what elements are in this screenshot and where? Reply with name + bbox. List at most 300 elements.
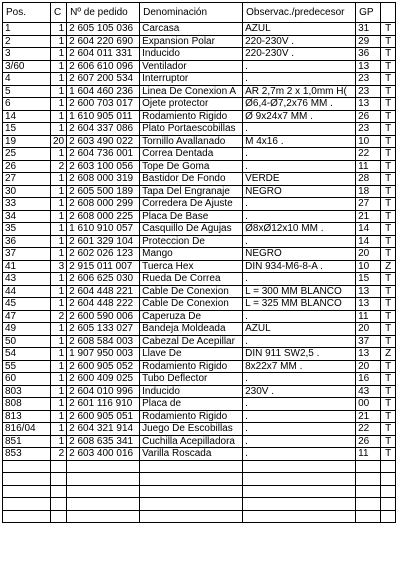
- header-denomination: Denominación: [140, 3, 243, 23]
- cell-denomination: Bastidor De Fondo: [140, 173, 243, 186]
- cell-qty: 1: [51, 323, 67, 336]
- cell-observation: .: [243, 435, 356, 448]
- empty-row: [3, 473, 396, 486]
- table-row: [3, 185, 396, 198]
- cell-type: T: [381, 148, 396, 161]
- header-type: [381, 3, 396, 23]
- cell-type: T: [381, 235, 396, 248]
- cell-denomination: Carcasa: [140, 23, 243, 36]
- cell-order-number: 2 915 011 007: [67, 260, 140, 273]
- cell-denomination: Ojete protector: [140, 98, 243, 111]
- cell-denomination: Tope De Goma: [140, 160, 243, 173]
- cell-observation: .: [243, 148, 356, 161]
- cell-gp: 23: [356, 73, 381, 86]
- cell-qty: 1: [51, 185, 67, 198]
- cell-observation: Ø8xØ12x10 MM .: [243, 223, 356, 236]
- cell-observation: .: [243, 210, 356, 223]
- cell-order-number: 2 606 625 030: [67, 273, 140, 286]
- cell-order-number: 2 605 133 027: [67, 323, 140, 336]
- cell-gp: 10: [356, 135, 381, 148]
- table-row: [3, 385, 396, 398]
- empty-cell: [67, 473, 140, 486]
- table-row: [3, 285, 396, 298]
- cell-type: T: [381, 135, 396, 148]
- empty-row: [3, 485, 396, 498]
- cell-qty: 1: [51, 235, 67, 248]
- cell-observation: DIN 911 SW2,5 .: [243, 348, 356, 361]
- cell-order-number: 2 600 409 025: [67, 373, 140, 386]
- cell-qty: 1: [51, 273, 67, 286]
- cell-observation: 230V .: [243, 385, 356, 398]
- cell-order-number: 2 608 584 003: [67, 335, 140, 348]
- empty-cell: [243, 485, 356, 498]
- cell-type: T: [381, 285, 396, 298]
- cell-pos: 35: [3, 223, 51, 236]
- cell-pos: 26: [3, 160, 51, 173]
- table-row: [3, 73, 396, 86]
- cell-observation: .: [243, 335, 356, 348]
- cell-qty: 2: [51, 160, 67, 173]
- cell-order-number: 1 604 460 236: [67, 85, 140, 98]
- cell-type: T: [381, 248, 396, 261]
- cell-order-number: 2 600 590 006: [67, 310, 140, 323]
- cell-qty: 1: [51, 335, 67, 348]
- cell-gp: 20: [356, 323, 381, 336]
- cell-order-number: 2 608 635 341: [67, 435, 140, 448]
- cell-type: T: [381, 398, 396, 411]
- cell-type: T: [381, 298, 396, 311]
- cell-gp: 29: [356, 35, 381, 48]
- cell-observation: M 4x16 .: [243, 135, 356, 148]
- cell-order-number: 2 601 329 104: [67, 235, 140, 248]
- cell-denomination: Expansion Polar: [140, 35, 243, 48]
- cell-type: T: [381, 410, 396, 423]
- cell-order-number: 2 604 448 221: [67, 285, 140, 298]
- cell-gp: 26: [356, 435, 381, 448]
- cell-gp: 11: [356, 310, 381, 323]
- cell-observation: Ø6,4-Ø7,2x76 MM .: [243, 98, 356, 111]
- cell-order-number: 2 608 000 319: [67, 173, 140, 186]
- cell-type: Z: [381, 348, 396, 361]
- cell-qty: 1: [51, 223, 67, 236]
- cell-gp: 13: [356, 285, 381, 298]
- cell-observation: L = 325 MM BLANCO: [243, 298, 356, 311]
- empty-cell: [356, 485, 381, 498]
- cell-qty: 1: [51, 198, 67, 211]
- cell-denomination: Mango: [140, 248, 243, 261]
- cell-gp: 27: [356, 198, 381, 211]
- cell-qty: 1: [51, 360, 67, 373]
- cell-denomination: Cable De Conexion: [140, 298, 243, 311]
- cell-order-number: 1 610 905 011: [67, 110, 140, 123]
- cell-pos: 34: [3, 210, 51, 223]
- cell-gp: 36: [356, 48, 381, 61]
- cell-pos: 1: [3, 23, 51, 36]
- table-row: [3, 448, 396, 461]
- cell-observation: .: [243, 310, 356, 323]
- cell-observation: .: [243, 123, 356, 136]
- table-row: [3, 273, 396, 286]
- empty-cell: [243, 498, 356, 511]
- cell-observation: .: [243, 60, 356, 73]
- cell-gp: 22: [356, 148, 381, 161]
- cell-denomination: Tornillo Avallanado: [140, 135, 243, 148]
- cell-observation: 8x22x7 MM .: [243, 360, 356, 373]
- cell-denomination: Bandeja Moldeada: [140, 323, 243, 336]
- empty-cell: [356, 498, 381, 511]
- cell-pos: 43: [3, 273, 51, 286]
- cell-order-number: 2 602 026 123: [67, 248, 140, 261]
- cell-qty: 2: [51, 310, 67, 323]
- cell-observation: .: [243, 410, 356, 423]
- cell-type: T: [381, 48, 396, 61]
- cell-qty: 1: [51, 285, 67, 298]
- cell-qty: 1: [51, 48, 67, 61]
- cell-gp: 13: [356, 98, 381, 111]
- cell-denomination: Juego De Escobillas: [140, 423, 243, 436]
- header-c: C: [51, 3, 67, 23]
- cell-pos: 853: [3, 448, 51, 461]
- cell-pos: 5: [3, 85, 51, 98]
- cell-observation: Ø 9x24x7 MM .: [243, 110, 356, 123]
- empty-cell: [51, 510, 67, 523]
- cell-type: T: [381, 323, 396, 336]
- cell-observation: .: [243, 235, 356, 248]
- table-row: [3, 435, 396, 448]
- cell-type: T: [381, 310, 396, 323]
- cell-type: T: [381, 435, 396, 448]
- cell-denomination: Corredera De Ajuste: [140, 198, 243, 211]
- cell-gp: 14: [356, 235, 381, 248]
- cell-observation: .: [243, 448, 356, 461]
- cell-order-number: 2 604 010 996: [67, 385, 140, 398]
- cell-type: T: [381, 223, 396, 236]
- cell-observation: NEGRO: [243, 248, 356, 261]
- cell-type: T: [381, 173, 396, 186]
- cell-qty: 1: [51, 210, 67, 223]
- cell-pos: 37: [3, 248, 51, 261]
- table-row: [3, 348, 396, 361]
- table-row: [3, 235, 396, 248]
- cell-pos: 3/60: [3, 60, 51, 73]
- cell-gp: 43: [356, 385, 381, 398]
- cell-denomination: Rodamiento Rigido: [140, 410, 243, 423]
- cell-denomination: Inducido: [140, 48, 243, 61]
- cell-qty: 1: [51, 73, 67, 86]
- empty-cell: [243, 460, 356, 473]
- table-row: [3, 148, 396, 161]
- cell-pos: 25: [3, 148, 51, 161]
- table-row: [3, 110, 396, 123]
- cell-pos: 41: [3, 260, 51, 273]
- cell-observation: .: [243, 423, 356, 436]
- cell-type: T: [381, 23, 396, 36]
- empty-cell: [140, 485, 243, 498]
- empty-cell: [381, 510, 396, 523]
- cell-order-number: 2 600 905 051: [67, 410, 140, 423]
- table-row: [3, 123, 396, 136]
- cell-observation: 220-230V .: [243, 48, 356, 61]
- cell-gp: 13: [356, 348, 381, 361]
- table-row: [3, 360, 396, 373]
- empty-cell: [381, 473, 396, 486]
- empty-cell: [51, 485, 67, 498]
- cell-order-number: 2 601 116 910: [67, 398, 140, 411]
- cell-gp: 00: [356, 398, 381, 411]
- cell-denomination: Rodamiento Rigido: [140, 110, 243, 123]
- cell-type: T: [381, 35, 396, 48]
- cell-denomination: Rueda De Correa: [140, 273, 243, 286]
- cell-pos: 4: [3, 73, 51, 86]
- empty-row: [3, 460, 396, 473]
- cell-pos: 60: [3, 373, 51, 386]
- cell-order-number: 2 600 703 017: [67, 98, 140, 111]
- cell-denomination: Tuerca Hex: [140, 260, 243, 273]
- cell-type: T: [381, 198, 396, 211]
- cell-pos: 33: [3, 198, 51, 211]
- table-row: [3, 60, 396, 73]
- table-row: [3, 223, 396, 236]
- cell-denomination: Caperuza De: [140, 310, 243, 323]
- cell-qty: 1: [51, 298, 67, 311]
- cell-type: T: [381, 335, 396, 348]
- empty-cell: [3, 498, 51, 511]
- cell-denomination: Correa Dentada: [140, 148, 243, 161]
- cell-pos: 55: [3, 360, 51, 373]
- cell-order-number: 2 605 105 036: [67, 23, 140, 36]
- table-row: [3, 335, 396, 348]
- table-row: [3, 198, 396, 211]
- cell-type: T: [381, 185, 396, 198]
- empty-cell: [51, 460, 67, 473]
- cell-order-number: 2 603 490 022: [67, 135, 140, 148]
- cell-denomination: Casquillo De Agujas: [140, 223, 243, 236]
- cell-type: T: [381, 123, 396, 136]
- empty-cell: [381, 460, 396, 473]
- empty-cell: [51, 473, 67, 486]
- cell-denomination: Proteccion De: [140, 235, 243, 248]
- cell-order-number: 2 605 500 189: [67, 185, 140, 198]
- cell-order-number: 2 603 100 056: [67, 160, 140, 173]
- empty-cell: [140, 510, 243, 523]
- cell-qty: 1: [51, 348, 67, 361]
- cell-pos: 808: [3, 398, 51, 411]
- cell-pos: 15: [3, 123, 51, 136]
- cell-qty: 2: [51, 448, 67, 461]
- cell-qty: 1: [51, 398, 67, 411]
- cell-order-number: 2 606 610 096: [67, 60, 140, 73]
- empty-cell: [381, 485, 396, 498]
- cell-gp: 26: [356, 110, 381, 123]
- cell-gp: 23: [356, 123, 381, 136]
- cell-gp: 13: [356, 60, 381, 73]
- cell-observation: 220-230V .: [243, 35, 356, 48]
- cell-qty: 3: [51, 260, 67, 273]
- cell-order-number: 1 907 950 003: [67, 348, 140, 361]
- cell-denomination: Placa De Base: [140, 210, 243, 223]
- empty-cell: [3, 485, 51, 498]
- cell-observation: AZUL: [243, 23, 356, 36]
- cell-gp: 22: [356, 423, 381, 436]
- parts-table: [2, 2, 396, 523]
- cell-gp: 21: [356, 210, 381, 223]
- cell-pos: 44: [3, 285, 51, 298]
- empty-cell: [140, 473, 243, 486]
- cell-pos: 30: [3, 185, 51, 198]
- cell-type: T: [381, 85, 396, 98]
- cell-pos: 47: [3, 310, 51, 323]
- table-row: [3, 410, 396, 423]
- cell-order-number: 2 607 200 534: [67, 73, 140, 86]
- cell-order-number: 2 604 321 914: [67, 423, 140, 436]
- cell-order-number: 2 604 736 001: [67, 148, 140, 161]
- cell-qty: 1: [51, 110, 67, 123]
- cell-denomination: Cable De Conexion: [140, 285, 243, 298]
- cell-qty: 1: [51, 23, 67, 36]
- empty-cell: [67, 510, 140, 523]
- cell-type: T: [381, 210, 396, 223]
- empty-cell: [243, 473, 356, 486]
- cell-denomination: Ventilador: [140, 60, 243, 73]
- cell-gp: 16: [356, 373, 381, 386]
- cell-order-number: 1 610 910 057: [67, 223, 140, 236]
- cell-denomination: Tubo Deflector: [140, 373, 243, 386]
- table-row: [3, 135, 396, 148]
- cell-observation: .: [243, 273, 356, 286]
- cell-order-number: 2 604 011 331: [67, 48, 140, 61]
- cell-pos: 27: [3, 173, 51, 186]
- table-row: [3, 35, 396, 48]
- cell-observation: .: [243, 198, 356, 211]
- table-row: [3, 85, 396, 98]
- cell-gp: 31: [356, 23, 381, 36]
- cell-gp: 28: [356, 173, 381, 186]
- cell-observation: AR 2,7m 2 x 1,0mm H(: [243, 85, 356, 98]
- cell-gp: 10: [356, 260, 381, 273]
- cell-pos: 6: [3, 98, 51, 111]
- cell-denomination: Placa de: [140, 398, 243, 411]
- header-gp: GP: [356, 3, 381, 23]
- cell-qty: 1: [51, 148, 67, 161]
- cell-qty: 1: [51, 423, 67, 436]
- cell-pos: 50: [3, 335, 51, 348]
- cell-qty: 1: [51, 60, 67, 73]
- cell-pos: 851: [3, 435, 51, 448]
- table-row: [3, 98, 396, 111]
- cell-pos: 14: [3, 110, 51, 123]
- table-row: [3, 248, 396, 261]
- cell-order-number: 2 600 905 052: [67, 360, 140, 373]
- cell-type: T: [381, 448, 396, 461]
- cell-observation: .: [243, 73, 356, 86]
- cell-qty: 1: [51, 98, 67, 111]
- cell-type: T: [381, 373, 396, 386]
- cell-type: T: [381, 273, 396, 286]
- cell-gp: 13: [356, 298, 381, 311]
- cell-pos: 54: [3, 348, 51, 361]
- cell-qty: 20: [51, 135, 67, 148]
- cell-pos: 45: [3, 298, 51, 311]
- cell-qty: 1: [51, 248, 67, 261]
- table-row: [3, 398, 396, 411]
- cell-observation: AZUL: [243, 323, 356, 336]
- empty-row: [3, 498, 396, 511]
- cell-denomination: Inducido: [140, 385, 243, 398]
- cell-qty: 1: [51, 123, 67, 136]
- empty-cell: [140, 498, 243, 511]
- cell-observation: VERDE: [243, 173, 356, 186]
- table-row: [3, 173, 396, 186]
- table-row: [3, 48, 396, 61]
- table-row: [3, 160, 396, 173]
- table-row: [3, 210, 396, 223]
- cell-observation: NEGRO: [243, 185, 356, 198]
- cell-observation: .: [243, 160, 356, 173]
- cell-denomination: Interruptor: [140, 73, 243, 86]
- empty-cell: [140, 460, 243, 473]
- cell-gp: 11: [356, 160, 381, 173]
- empty-cell: [356, 510, 381, 523]
- cell-qty: 1: [51, 410, 67, 423]
- cell-observation: L = 300 MM BLANCO: [243, 285, 356, 298]
- cell-type: T: [381, 98, 396, 111]
- empty-cell: [243, 510, 356, 523]
- cell-denomination: Varilla Roscada: [140, 448, 243, 461]
- cell-observation: DIN 934-M6-8-A .: [243, 260, 356, 273]
- empty-cell: [381, 498, 396, 511]
- table-row: [3, 323, 396, 336]
- cell-qty: 1: [51, 85, 67, 98]
- cell-denomination: Tapa Del Engranaje: [140, 185, 243, 198]
- cell-gp: 11: [356, 448, 381, 461]
- cell-type: T: [381, 360, 396, 373]
- header-order-number: Nº de pedido: [67, 3, 140, 23]
- cell-pos: 19: [3, 135, 51, 148]
- cell-order-number: 2 603 400 016: [67, 448, 140, 461]
- table-row: [3, 298, 396, 311]
- empty-row: [3, 510, 396, 523]
- cell-denomination: Cabezal De Acepillar: [140, 335, 243, 348]
- cell-gp: 20: [356, 248, 381, 261]
- cell-gp: 21: [356, 410, 381, 423]
- cell-order-number: 2 604 448 222: [67, 298, 140, 311]
- cell-qty: 1: [51, 173, 67, 186]
- cell-order-number: 2 604 220 690: [67, 35, 140, 48]
- cell-order-number: 2 608 000 299: [67, 198, 140, 211]
- cell-pos: 2: [3, 35, 51, 48]
- cell-pos: 816/04: [3, 423, 51, 436]
- cell-gp: 18: [356, 185, 381, 198]
- cell-order-number: 2 608 000 225: [67, 210, 140, 223]
- empty-cell: [3, 510, 51, 523]
- empty-cell: [356, 460, 381, 473]
- cell-type: T: [381, 423, 396, 436]
- cell-denomination: Llave De: [140, 348, 243, 361]
- cell-observation: .: [243, 373, 356, 386]
- cell-qty: 1: [51, 435, 67, 448]
- cell-denomination: Rodamiento Rigido: [140, 360, 243, 373]
- cell-type: T: [381, 110, 396, 123]
- table-row: [3, 260, 396, 273]
- cell-type: T: [381, 385, 396, 398]
- empty-cell: [67, 485, 140, 498]
- cell-gp: 23: [356, 85, 381, 98]
- empty-cell: [67, 498, 140, 511]
- cell-type: T: [381, 60, 396, 73]
- cell-qty: 1: [51, 35, 67, 48]
- cell-denomination: Cuchilla Acepilladora: [140, 435, 243, 448]
- cell-pos: 3: [3, 48, 51, 61]
